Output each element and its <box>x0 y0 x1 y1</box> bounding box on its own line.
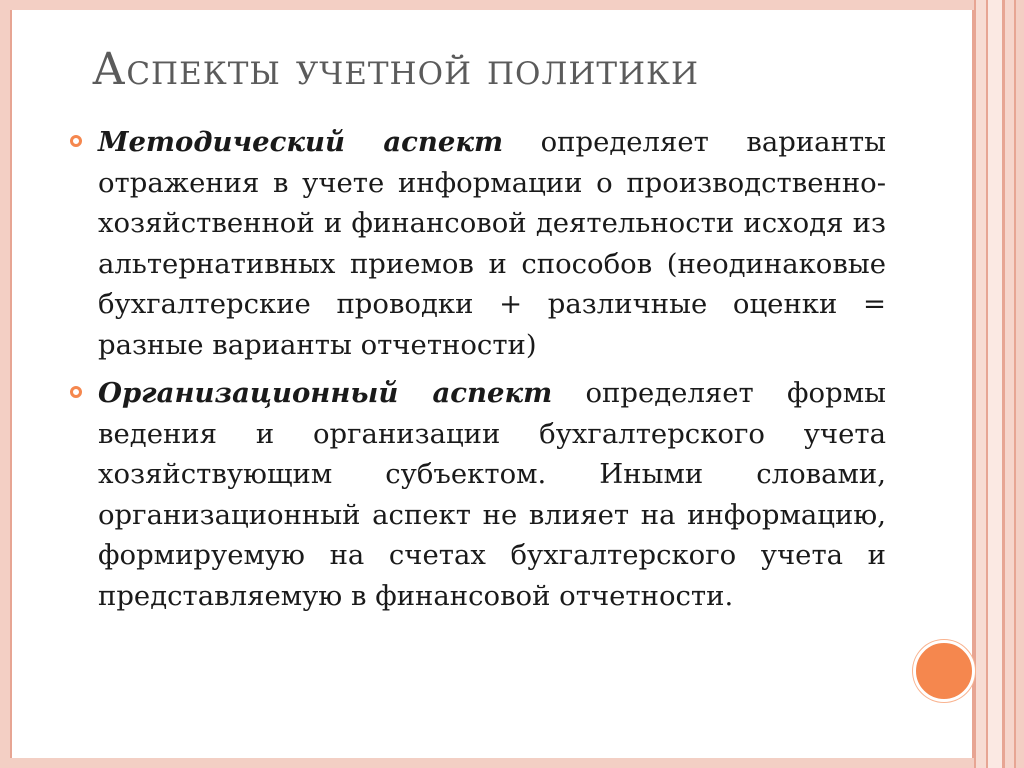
bullet-text: определяет формы ведения и организации бухгалтерского учета хозяйствующим субъектом. Иными словами, организационный аспект не влияет на информацию, формируемую на счетах бухгалтерского учета и представляемую в финансовой отчетности. <box>98 377 886 612</box>
right-decorative-stripes <box>974 0 1024 768</box>
bullet-term: Методический аспект <box>98 126 504 158</box>
stripe <box>1005 0 1014 768</box>
slide-title: Аспекты учетной политики <box>92 44 700 95</box>
stripe <box>976 0 986 768</box>
ring-bullet-icon <box>70 386 82 398</box>
ring-bullet-icon <box>70 135 82 147</box>
bullet-item-organizational <box>70 373 886 616</box>
bullet-item-methodical <box>70 122 886 365</box>
bullet-term: Организационный аспект <box>98 377 553 409</box>
stripe <box>1016 0 1024 768</box>
bullet-paragraph <box>98 122 886 365</box>
stripe <box>988 0 1002 768</box>
slide-content <box>70 122 886 624</box>
bullet-text: определяет варианты отражения в учете информации о производственно-хозяйственной и финансовой деятельности исходя из альтернативных приемов и способов (неодинаковые бухгалтерские проводки + различные оценки = разные варианты отчетности) <box>98 126 886 361</box>
orange-circle-decoration <box>913 640 975 702</box>
bullet-paragraph <box>98 373 886 616</box>
